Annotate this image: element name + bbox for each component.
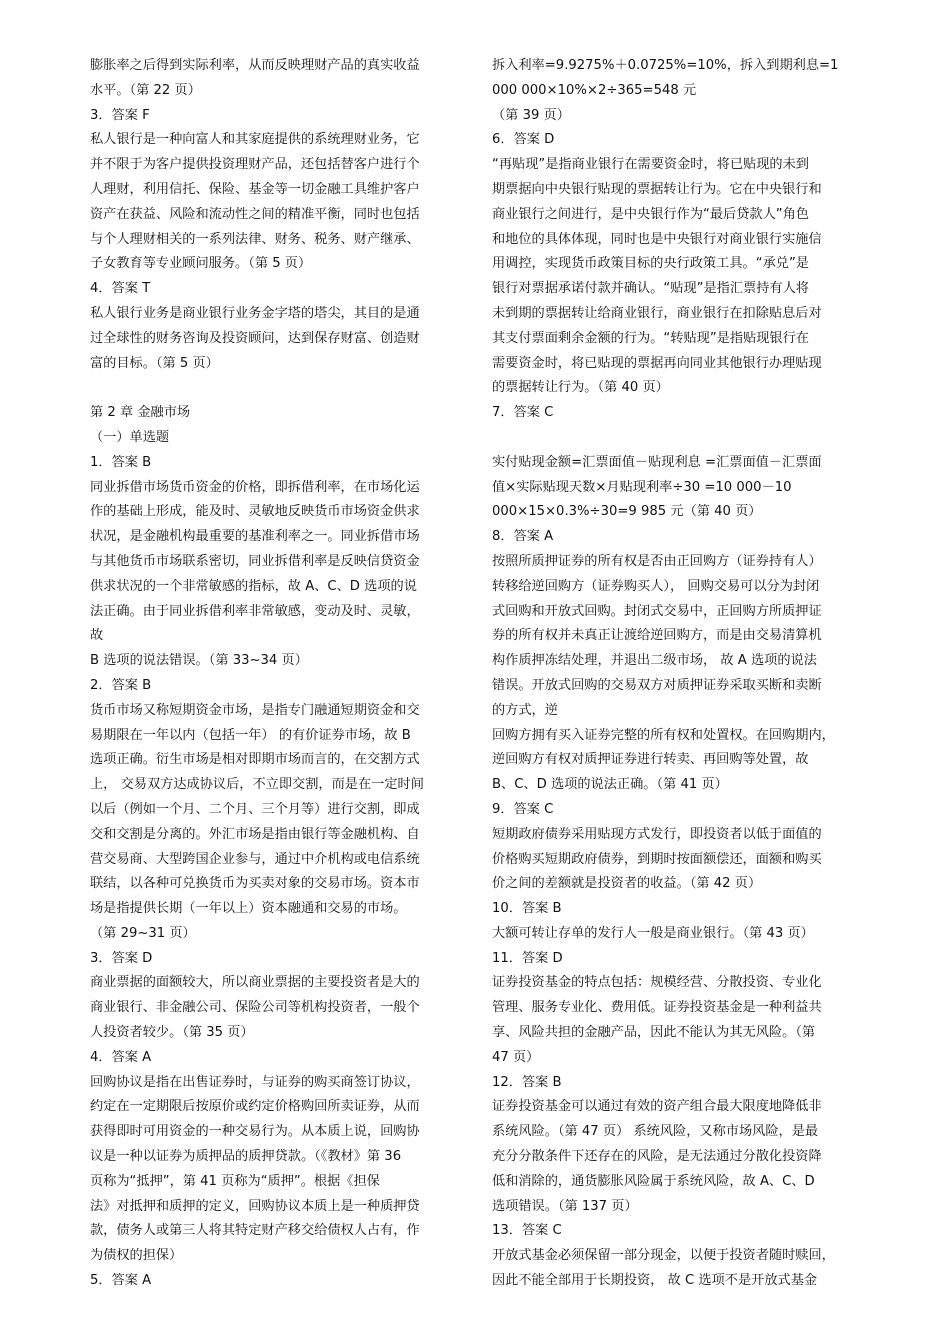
text-line: （一）单选题 — [90, 429, 170, 445]
text-line: 1．答案 B — [90, 454, 152, 470]
text-line: 与其他货币市场联系密切，同业拆借利率是反映信贷资金 — [90, 553, 420, 569]
text-line: 享、风险共担的金融产品，因此不能认为其无风险。（第 — [492, 1025, 816, 1041]
text-line: 富的目标。（第 5 页） — [90, 355, 219, 371]
text-line: 低和消除的，通货膨胀风险属于系统风险，故 A、C、D — [492, 1173, 815, 1189]
text-line: 商业银行、非金融公司、保险公司等机构投资者，一般个 — [90, 1000, 420, 1016]
text-line: 供求状况的一个非常敏感的指标，故 A、C、D 选项的说 — [90, 578, 417, 594]
text-line: 以后（例如一个月、二个月、三个月等）进行交割，即成 — [90, 801, 420, 817]
text-line: 逆回购方有权对质押证券进行转卖、再回购等处置，故 — [492, 752, 809, 768]
text-line: 12．答案 B — [492, 1074, 562, 1090]
text-line: 选项错误。（第 137 页） — [492, 1198, 638, 1214]
text-line: 未到期的票据转让给商业银行，商业银行在扣除贴息后对 — [492, 305, 822, 321]
text-line: 短期政府债券采用贴现方式发行，即投资者以低于面值的 — [492, 826, 822, 842]
text-line: 券的所有权并未真正让渡给逆回购方，而是由交易清算机 — [492, 628, 822, 644]
text-line: 易期限在一年以内（包括一年） 的有价证券市场，故 B — [90, 727, 411, 743]
blank-line — [492, 426, 867, 451]
text-line: 2．答案 B — [90, 677, 152, 693]
text-line: 私人银行业务是商业银行业务金字塔的塔尖，其目的是通 — [90, 305, 420, 321]
text-line: 3．答案 D — [90, 950, 153, 966]
text-line: 10．答案 B — [492, 901, 562, 917]
text-line: 并不限于为客户提供投资理财产品，还包括替客户进行个 — [90, 157, 420, 173]
text-line: 第 2 章 金融市场 — [90, 405, 191, 421]
text-line: 3．答案 F — [90, 107, 150, 123]
text-line: 子女教育等专业顾问服务。（第 5 页） — [90, 256, 312, 272]
text-line: B 选项的说法错误。（第 33~34 页） — [90, 653, 308, 669]
text-line: 议是一种以证券为质押品的质押贷款。（《教材》第 36 — [90, 1149, 402, 1165]
text-line: 约定在一定期限后按原价或约定价格购回所卖证券，从而 — [90, 1099, 420, 1115]
text-line: 选项正确。衍生市场是相对即期市场而言的，在交割方式 — [90, 752, 420, 768]
text-line: 私人银行是一种向富人和其家庭提供的系统理财业务，它 — [90, 132, 420, 148]
text-line: 营交易商、大型跨国企业参与，通过中介机构或电信系统 — [90, 851, 420, 867]
text-line: 开放式基金必须保留一部分现金，以便于投资者随时赎回， — [492, 1248, 835, 1264]
text-line: 实付贴现金额=汇票面值－贴现利息 =汇票面值－汇票面 — [492, 454, 822, 470]
text-line: 000×15×0.3%÷30=9 985 元（第 40 页） — [492, 504, 762, 520]
text-line: 用调控，实现货币政策目标的央行政策工具。“承兑”是 — [492, 256, 809, 272]
text-line: 11．答案 D — [492, 950, 563, 966]
text-line: 的票据转让行为。（第 40 页） — [492, 380, 669, 396]
text-line: 上， 交易双方达成协议后，不立即交割，而是在一定时间 — [90, 777, 424, 793]
text-line: 状况，是金融机构最重要的基准利率之一。同业拆借市场 — [90, 529, 420, 545]
text-line: B、C、D 选项的说法正确。（第 41 页） — [492, 777, 728, 793]
text-line: 回购协议是指在出售证券时，与证券的购买商签订协议， — [90, 1074, 420, 1090]
text-line: 同业拆借市场货币资金的价格，即拆借利率，在市场化运 — [90, 479, 420, 495]
text-line: 拆入利率=9.9275%＋0.0725%=10%，拆入到期利息=1 — [492, 58, 839, 73]
text-line: 人投资者较少。（第 35 页） — [90, 1025, 254, 1041]
left-column — [90, 54, 465, 1294]
text-line: 4．答案 A — [90, 1049, 152, 1065]
text-line: 资产在获益、风险和流动性之间的精准平衡，同时也包括 — [90, 206, 420, 222]
text-line: 故 — [90, 628, 104, 644]
text-line: 联结，以各种可兑换货币为买卖对象的交易市场。资本市 — [90, 876, 420, 892]
text-line: 人理财，利用信托、保险、基金等一切金融工具维护客户 — [90, 181, 420, 197]
text-line: 价之间的差额就是投资者的收益。（第 42 页） — [492, 876, 762, 892]
text-line: 商业银行之间进行，是中央银行作为“最后贷款人”角色 — [492, 206, 809, 222]
text-line: 过全球性的财务咨询及投资顾问，达到保存财富、创造财 — [90, 330, 420, 346]
text-line: 水平。（第 22 页） — [90, 82, 201, 98]
text-line: 构作质押冻结处理，并退出二级市场， 故 A 选项的说法 — [492, 653, 817, 669]
blank-line — [90, 376, 465, 401]
text-line: 式回购和开放式回购。封闭式交易中，正回购方所质押证 — [492, 603, 822, 619]
text-line: 银行对票据承诺付款并确认。“贴现”是指汇票持有人将 — [492, 281, 809, 297]
text-line: 货币市场又称短期资金市场，是指专门融通短期资金和交 — [90, 702, 420, 718]
text-line: 商业票据的面额较大，所以商业票据的主要投资者是大的 — [90, 975, 420, 991]
text-line: 4．答案 T — [90, 281, 151, 297]
text-line: 5．答案 A — [90, 1273, 152, 1289]
text-line: 6．答案 D — [492, 132, 555, 148]
text-line: 获得即时可用资金的一种交易行为。从本质上说，回购协 — [90, 1124, 420, 1140]
text-line: 13．答案 C — [492, 1223, 562, 1239]
text-line: 期票据向中央银行贴现的票据转让行为。它在中央银行和 — [492, 181, 822, 197]
text-line: 证券投资基金的特点包括：规模经营、分散投资、专业化 — [492, 975, 822, 991]
text-line: 000 000×10%×2÷365=548 元 — [492, 82, 697, 98]
text-line: 为债权的担保） — [90, 1248, 183, 1264]
text-line: 错误。开放式回购的交易双方对质押证券采取买断和卖断 — [492, 677, 822, 693]
text-line: 系统风险。（第 47 页） 系统风险，又称市场风险，是最 — [492, 1124, 819, 1140]
text-line: 大额可转让存单的发行人一般是商业银行。（第 43 页） — [492, 925, 814, 941]
text-line: （第 29~31 页） — [90, 925, 196, 941]
text-line: 8．答案 A — [492, 529, 554, 545]
text-line: 作的基础上形成，能及时、灵敏地反映货币市场资金供求 — [90, 504, 420, 520]
text-line: 回购方拥有买入证券完整的所有权和处置权。在回购期内， — [492, 727, 835, 743]
text-line: 7．答案 C — [492, 405, 554, 421]
text-line: 与个人理财相关的一系列法律、财务、税务、财产继承、 — [90, 231, 420, 247]
text-line: 证券投资基金可以通过有效的资产组合最大限度地降低非 — [492, 1099, 822, 1115]
text-line: 和地位的具体体现，同时也是中央银行对商业银行实施信 — [492, 231, 822, 247]
text-line: 页称为“抵押”，第 41 页称为“质押”。根据《担保 — [90, 1173, 380, 1189]
text-line: 值×实际贴现天数×月贴现利率÷30 =10 000－10 — [492, 479, 792, 495]
text-line: 充分分散条件下还存在的风险，是无法通过分散化投资降 — [492, 1149, 822, 1165]
text-line: （第 39 页） — [492, 107, 570, 123]
text-line: 法正确。由于同业拆借利率非常敏感，变动及时、灵敏， — [90, 603, 420, 619]
text-line: 按照所质押证券的所有权是否由正回购方（证券持有人） — [492, 553, 822, 569]
text-line: 法》对抵押和质押的定义，回购协议本质上是一种质押贷 — [90, 1198, 420, 1214]
text-line: 场是指提供长期（一年以上）资本融通和交易的市场。 — [90, 901, 407, 917]
text-line: 交和交割是分离的。外汇市场是指由银行等金融机构、自 — [90, 826, 420, 842]
text-line: 需要资金时，将已贴现的票据再向同业其他银行办理贴现 — [492, 355, 822, 371]
text-line: 其支付票面剩余金额的行为。“转贴现”是指贴现银行在 — [492, 330, 809, 346]
text-line: 款，债务人或第三人将其特定财产移交给债权人占有，作 — [90, 1223, 420, 1239]
right-column — [492, 54, 867, 1294]
text-line: 47 页） — [492, 1049, 540, 1065]
text-line: 转移给逆回购方（证券购买人）， 回购交易可以分为封闭 — [492, 578, 820, 594]
text-line: “再贴现”是指商业银行在需要资金时，将已贴现的未到 — [492, 157, 809, 173]
text-line: 管理、服务专业化、费用低。证券投资基金是一种利益共 — [492, 1000, 822, 1016]
text-line: 9．答案 C — [492, 801, 554, 817]
text-line: 价格购买短期政府债券，到期时按面额偿还，面额和购买 — [492, 851, 822, 867]
text-line: 的方式，逆 — [492, 702, 558, 718]
text-line: 因此不能全部用于长期投资， 故 C 选项不是开放式基金 — [492, 1273, 818, 1289]
text-line: 膨胀率之后得到实际利率，从而反映理财产品的真实收益 — [90, 58, 420, 73]
